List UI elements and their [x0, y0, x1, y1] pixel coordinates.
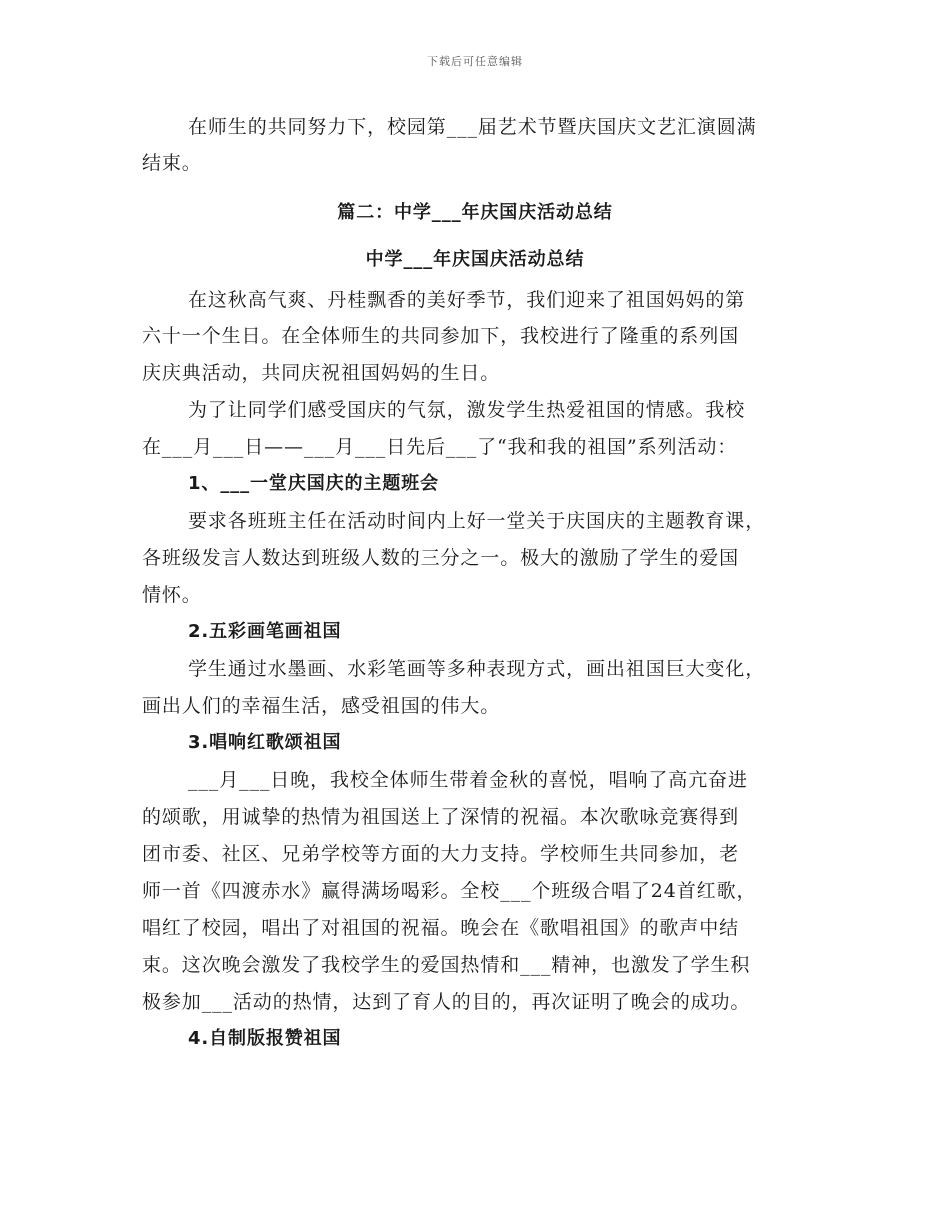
paragraph-line: 极参加___活动的热情，达到了育人的目的，再次证明了晚会的成功。: [142, 991, 751, 1013]
paragraph-line: 学生通过水墨画、水彩笔画等多种表现方式，画出祖国巨大变化，: [188, 658, 766, 680]
paragraph-line: 为了让同学们感受国庆的气氛，激发学生热爱祖国的情感。我校: [188, 399, 746, 421]
item-heading: 4.自制版报赞祖国: [188, 1028, 342, 1049]
paragraph-line: 在___月___日——___月___日先后___了“我和我的祖国”系列活动：: [142, 436, 738, 458]
paragraph-line: 庆庆典活动，共同庆祝祖国妈妈的生日。: [142, 362, 501, 384]
paragraph-line: 的颂歌，用诚挚的热情为祖国送上了深情的祝福。本次歌咏竞赛得到: [142, 806, 740, 828]
paragraph-line: 在这秋高气爽、丹桂飘香的美好季节，我们迎来了祖国妈妈的第: [188, 289, 746, 311]
paragraph-line: 束。这次晚会激发了我校学生的爱国热情和___精神，也激发了学生积: [142, 954, 751, 976]
paragraph-line: 结束。: [142, 152, 202, 174]
paragraph-line: 各班级发言人数达到班级人数的三分之一。极大的激励了学生的爱国: [142, 547, 740, 569]
paragraph-line: 画出人们的幸福生活，感受祖国的伟大。: [142, 695, 501, 717]
paragraph-line: 师一首《四渡赤水》赢得满场喝彩。全校___个班级合唱了24首红歌，: [142, 880, 757, 902]
header-note: 下载后可任意编辑: [427, 55, 523, 68]
section-title: 中学___年庆国庆活动总结: [365, 249, 585, 270]
paragraph-line: ___月___日晚，我校全体师生带着金秋的喜悦，唱响了高亢奋进: [188, 769, 748, 791]
paragraph-line: 唱红了校园，唱出了对祖国的祝福。晚会在《歌唱祖国》的歌声中结: [142, 917, 740, 939]
section-heading: 篇二：中学___年庆国庆活动总结: [337, 202, 613, 223]
paragraph-line: 情怀。: [142, 584, 202, 606]
item-heading: 2.五彩画笔画祖国: [188, 621, 342, 642]
paragraph-line: 团市委、社区、兄弟学校等方面的大力支持。学校师生共同参加，老: [142, 843, 740, 865]
item-heading: 1、___一堂庆国庆的主题班会: [188, 473, 440, 494]
paragraph-line: 六十一个生日。在全体师生的共同参加下，我校进行了隆重的系列国: [142, 325, 740, 347]
paragraph-line: 在师生的共同努力下，校园第___届艺术节暨庆国庆文艺汇演圆满: [188, 116, 757, 138]
paragraph-line: 要求各班班主任在活动时间内上好一堂关于庆国庆的主题教育课，: [188, 510, 766, 532]
item-heading: 3.唱响红歌颂祖国: [188, 732, 342, 753]
